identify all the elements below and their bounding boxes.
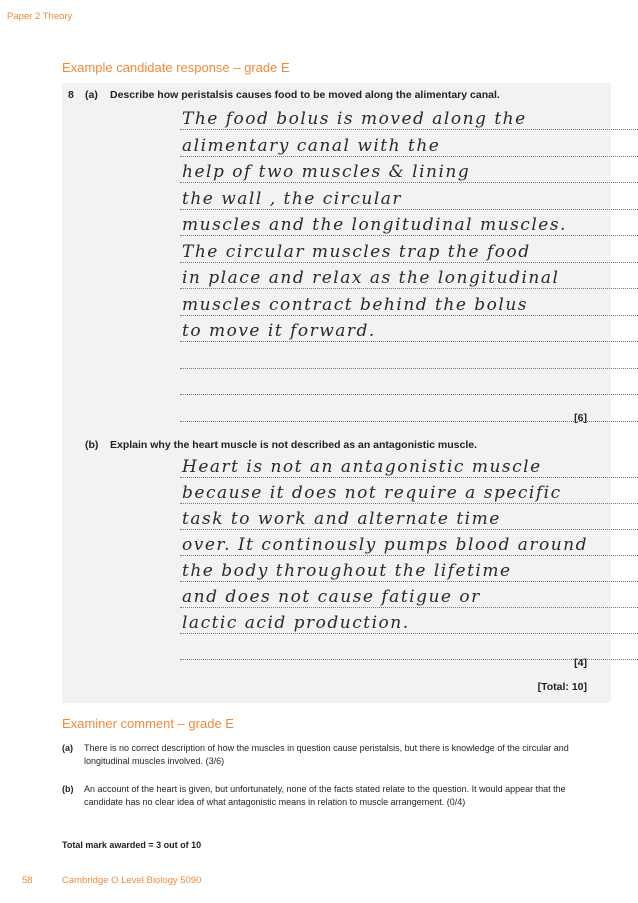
running-header: Paper 2 Theory <box>7 11 73 22</box>
part-a-handwritten-text: in place and relax as the longitudinal <box>182 268 560 288</box>
part-a-answer-line <box>180 129 638 130</box>
part-a-answer-line <box>180 421 638 422</box>
part-b-answer-line <box>180 503 638 504</box>
part-b-handwritten-text: lactic acid production. <box>182 613 410 633</box>
question-number: 8 <box>68 89 74 101</box>
part-a-answer-line <box>180 235 638 236</box>
part-a-handwritten-text: the wall , the circular <box>182 188 403 209</box>
part-a-answer-line <box>180 315 638 316</box>
comment-b-label: (b) <box>62 784 74 794</box>
part-a-handwritten-text: The circular muscles trap the food <box>182 241 531 262</box>
part-b-marks: [4] <box>574 657 587 669</box>
part-b-handwritten-text: Heart is not an antagonistic muscle <box>182 457 542 477</box>
part-a-prompt: Describe how peristalsis causes food to be moved along the alimentary canal. <box>110 89 500 101</box>
comment-a-label: (a) <box>62 743 73 753</box>
question-total-marks: [Total: 10] <box>537 681 587 693</box>
part-a-answer-line <box>180 341 638 342</box>
part-b-handwritten-text: task to work and alternate time <box>182 509 501 529</box>
footer-title: Cambridge O Level Biology 5090 <box>62 875 202 886</box>
part-b-answer-line <box>180 659 638 660</box>
comment-a-text: There is no correct description of how the muscles in question cause peristalsis, but there is knowledge of the circular and longitudinal muscles involved. (3/6) <box>84 743 569 766</box>
part-b-prompt-start: Explain why the heart muscle is <box>110 439 272 451</box>
scanned-answer-sheet <box>62 83 611 703</box>
part-b-handwritten-text: over. It continously pumps blood around <box>182 535 589 555</box>
part-b-answer-line <box>180 633 638 634</box>
part-b-prompt <box>110 439 477 451</box>
part-a-marks: [6] <box>574 412 587 424</box>
part-b-handwritten-text: the body throughout the lifetime <box>182 561 512 581</box>
part-a-handwritten-text: muscles contract behind the bolus <box>182 294 529 315</box>
part-b-label: (b) <box>85 439 99 451</box>
part-a-handwritten-text: to move it forward. <box>182 321 376 341</box>
part-a-handwritten-text: alimentary canal with the <box>182 135 441 156</box>
part-a-label: (a) <box>85 89 98 101</box>
part-a-answer-line <box>180 288 638 289</box>
part-a-answer-line <box>180 156 638 157</box>
part-a-answer-line <box>180 209 638 210</box>
comment-b-text: An account of the heart is given, but unfortunately, none of the facts stated relate to the question. It would appear that the candidate has no clear idea of what antagonistic means in relation to muscle arrangement. (0/4) <box>84 784 566 807</box>
part-a-handwritten-text: muscles and the longitudinal muscles. <box>182 215 567 235</box>
part-b-answer-line <box>180 529 638 530</box>
part-b-prompt-emphasis: not <box>271 439 288 451</box>
part-b-answer-line <box>180 607 638 608</box>
part-b-handwritten-text: because it does not require a specific <box>182 483 562 503</box>
part-a-answer-line <box>180 262 638 263</box>
examiner-comment-title: Examiner comment – grade E <box>62 716 234 731</box>
section-title: Example candidate response – grade E <box>62 60 290 75</box>
part-b-handwritten-text: and does not cause fatigue or <box>182 587 481 607</box>
part-a-answer-line <box>180 182 638 183</box>
total-mark-awarded: Total mark awarded = 3 out of 10 <box>62 840 202 850</box>
page-number: 58 <box>22 875 33 886</box>
part-a-handwritten-text: The food bolus is moved along the <box>182 109 527 129</box>
part-b-prompt-end: described as an antagonistic muscle. <box>287 439 478 451</box>
part-a-answer-line <box>180 394 638 395</box>
part-b-answer-line <box>180 581 638 582</box>
part-b-answer-line <box>180 477 638 478</box>
part-a-answer-line <box>180 368 638 369</box>
part-b-answer-line <box>180 555 638 556</box>
part-a-handwritten-text: help of two muscles & lining <box>182 162 471 182</box>
